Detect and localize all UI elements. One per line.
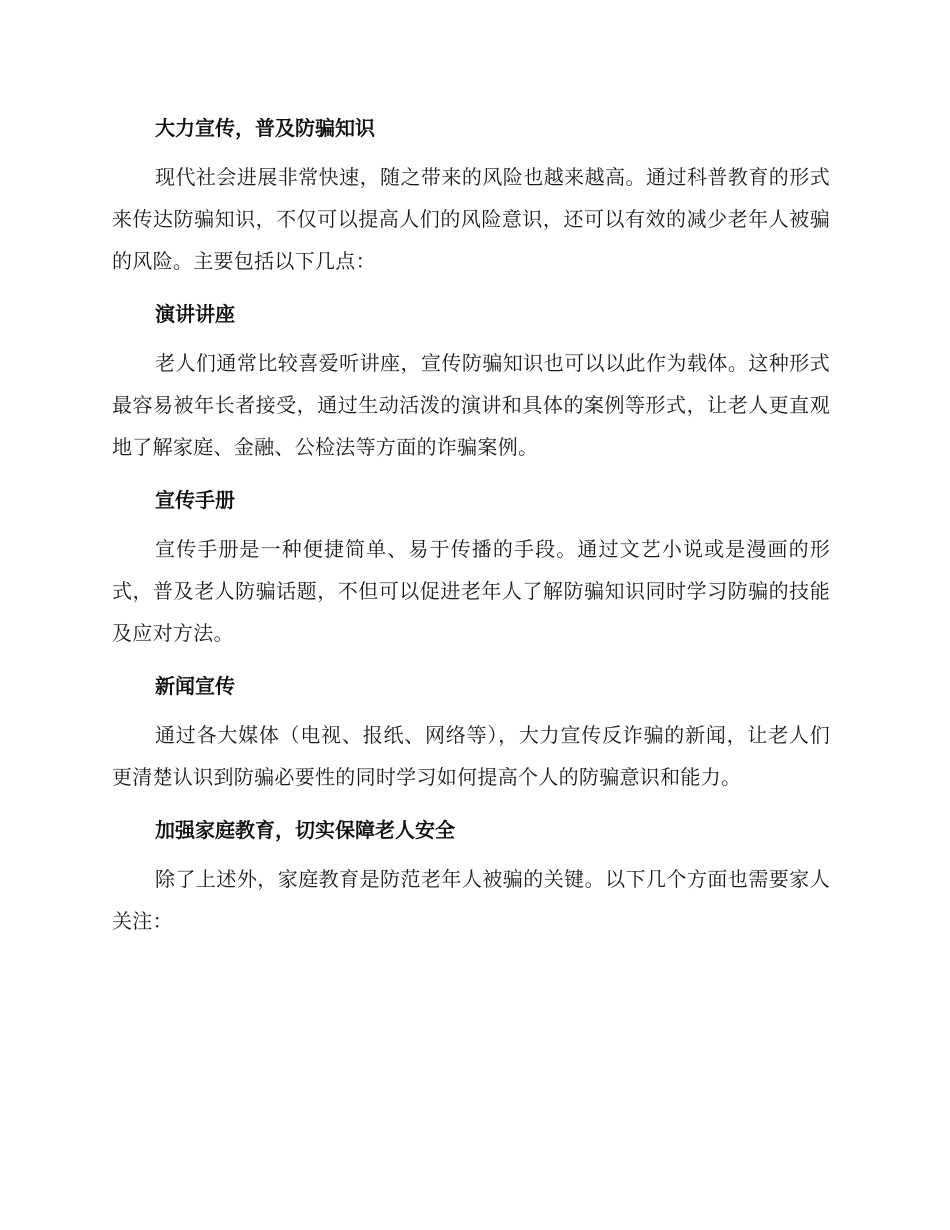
section-body-news: 通过各大媒体（电视、报纸、网络等），大力宣传反诈骗的新闻，让老人们更清楚认识到防骗必要性的同时学习如何提高个人的防骗意识和能力。 [112,723,830,789]
section-heading-brochures: 宣传手册 [155,488,235,512]
section-body-family-education: 除了上述外，家庭教育是防范老年人被骗的关键。以下几个方面也需要家人关注： [112,867,830,933]
section-heading-publicity: 大力宣传，普及防骗知识 [155,116,375,140]
document-content [112,108,830,954]
section-body-brochures: 宣传手册是一种便捷简单、易于传播的手段。通过文艺小说或是漫画的形式，普及老人防骗话题，不但可以促进老年人了解防骗知识同时学习防骗的技能及应对方法。 [112,537,830,645]
section-body-lectures: 老人们通常比较喜爱听讲座，宣传防骗知识也可以以此作为载体。这种形式最容易被年长者接受，通过生动活泼的演讲和具体的案例等形式，让老人更直观地了解家庭、金融、公检法等方面的诈骗案例。 [112,351,830,459]
section-heading-family-education: 加强家庭教育，切实保障老人安全 [155,818,455,842]
section-heading-news: 新闻宣传 [155,674,235,698]
section-body-publicity: 现代社会进展非常快速，随之带来的风险也越来越高。通过科普教育的形式来传达防骗知识，不仅可以提高人们的风险意识，还可以有效的减少老年人被骗的风险。主要包括以下几点： [112,165,830,273]
section-heading-lectures: 演讲讲座 [155,302,235,326]
